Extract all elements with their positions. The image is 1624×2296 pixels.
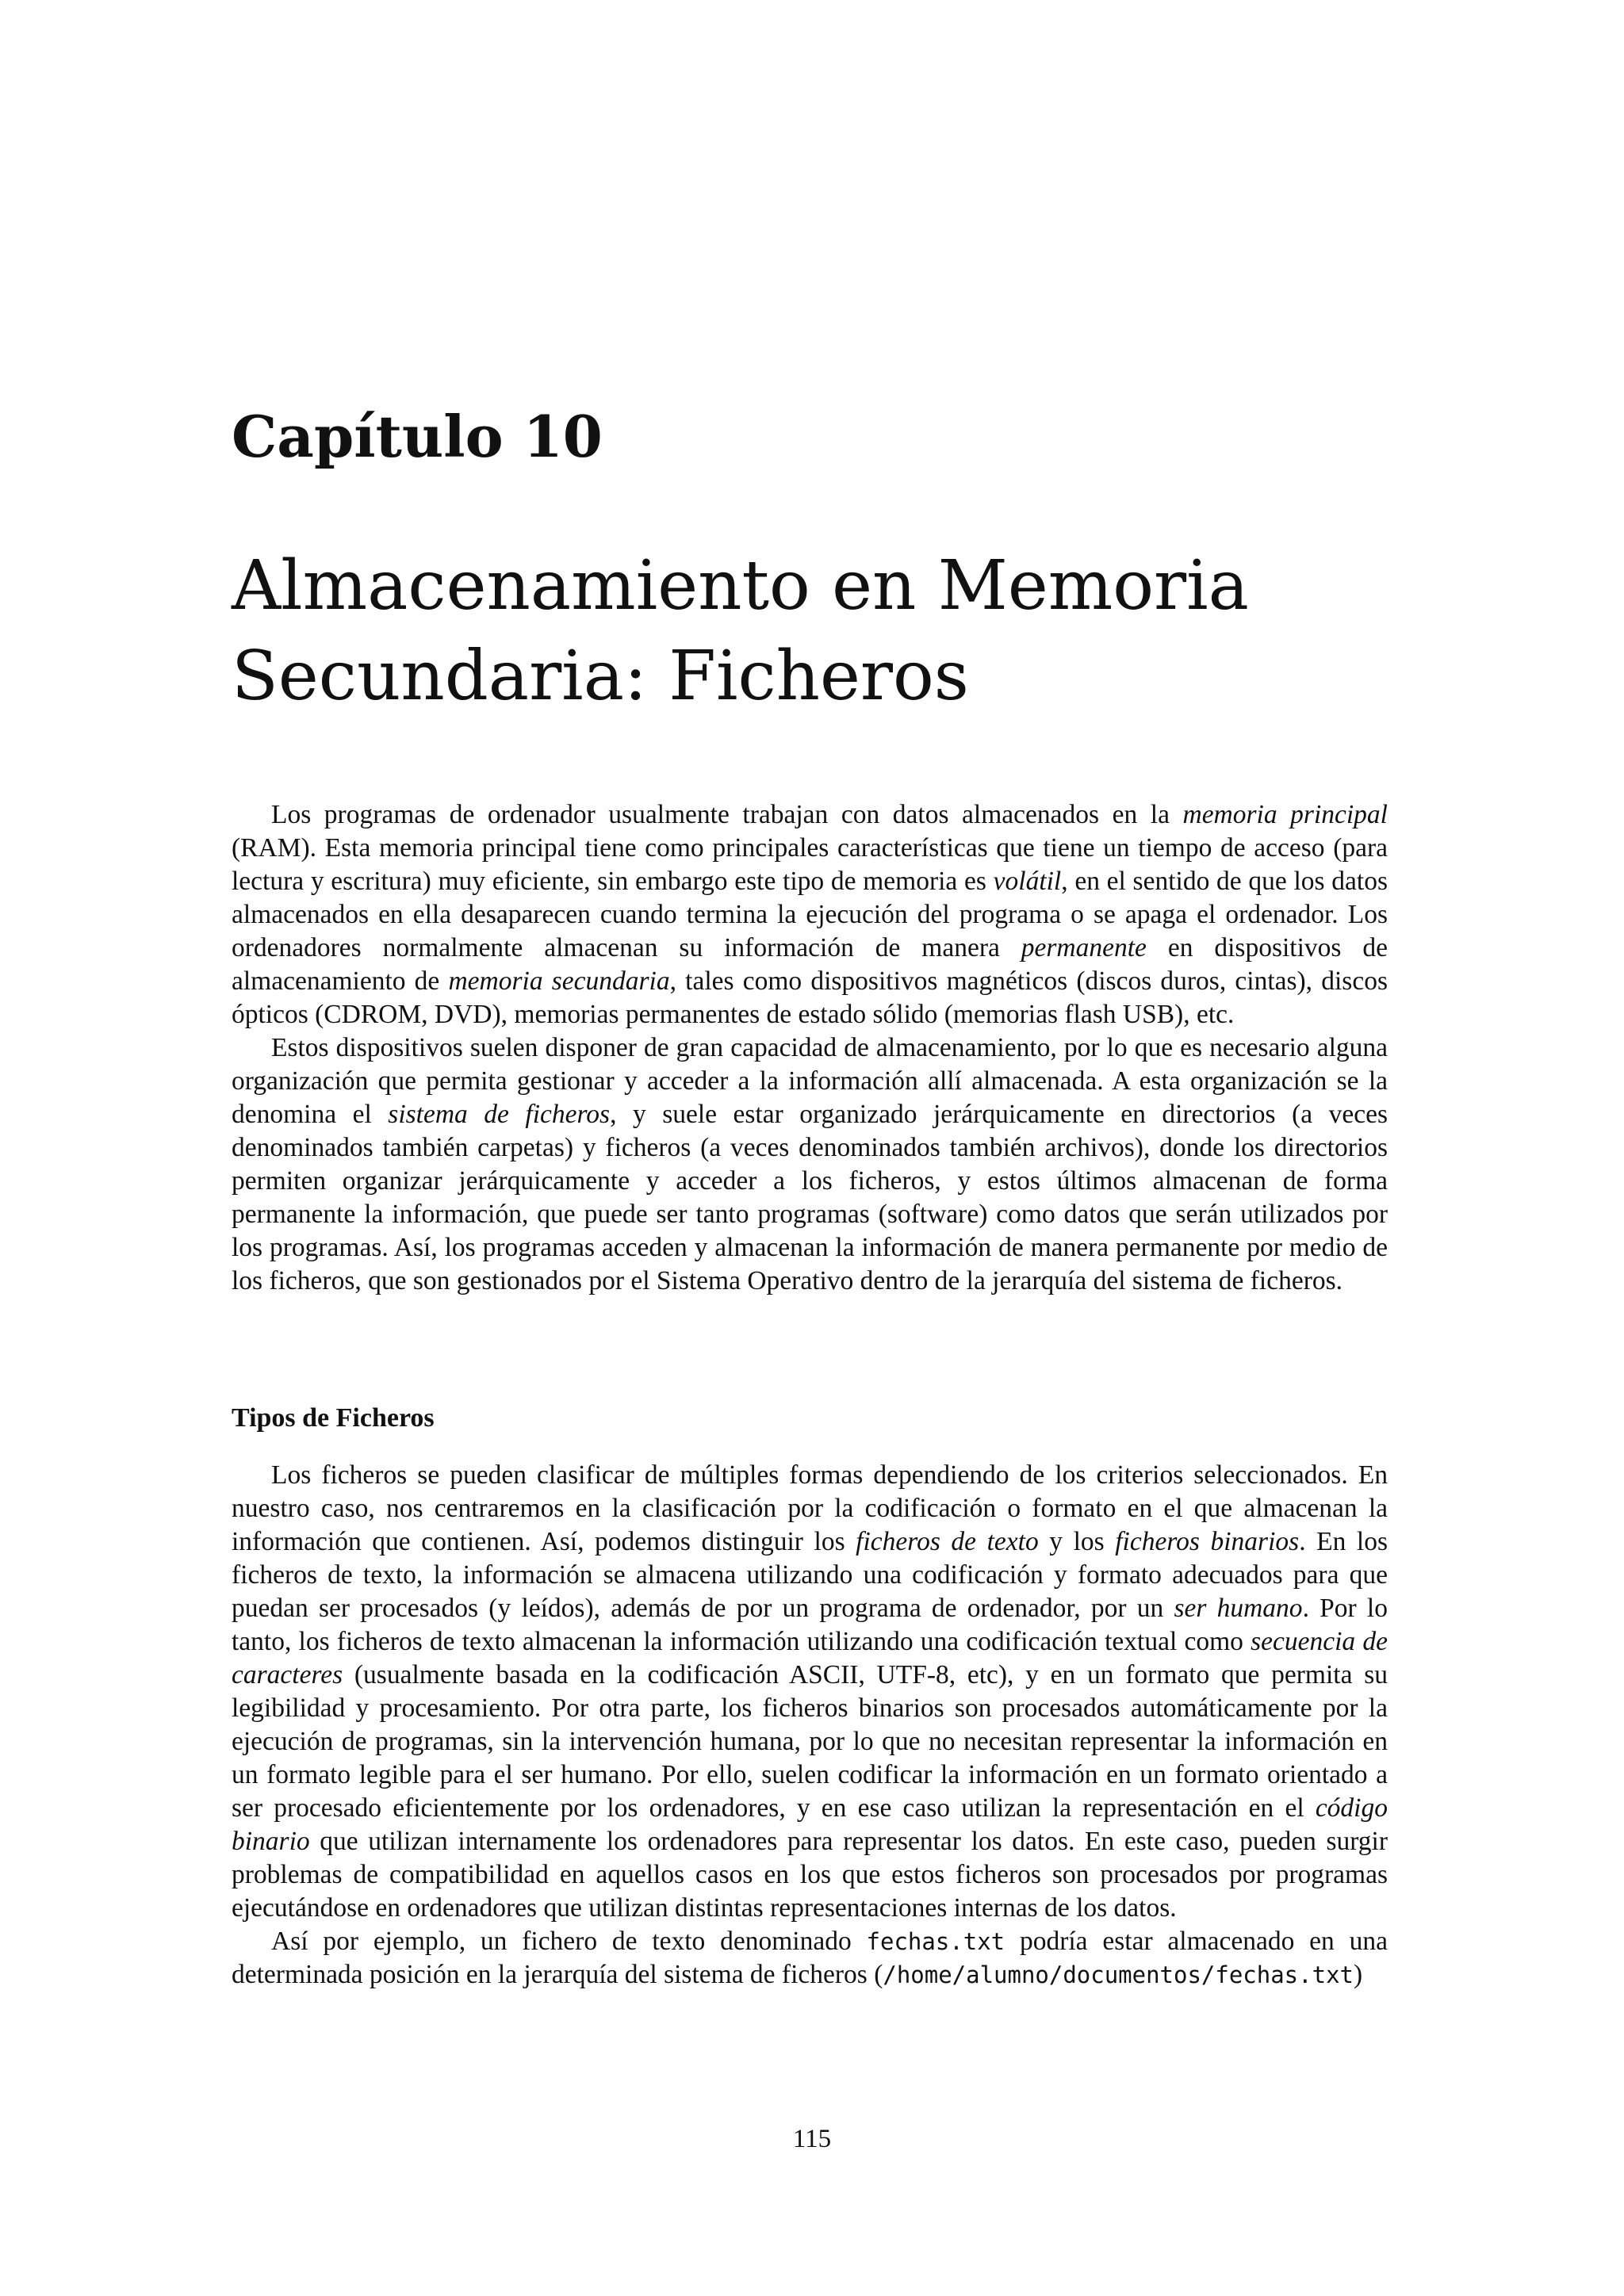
emphasis-ficheros-de-texto: ficheros de texto <box>856 1527 1039 1556</box>
intro-section <box>232 798 1388 1298</box>
chapter-title-line-2: Secundaria: Ficheros <box>232 637 969 716</box>
emphasis-ficheros-binarios: ficheros binarios <box>1115 1527 1300 1556</box>
chapter-title-line-1: Almacenamiento en Memoria <box>232 546 1249 626</box>
emphasis-codigo-binario: código binario <box>232 1793 1388 1856</box>
chapter-label: Capítulo 10 <box>232 403 603 470</box>
tipos-section <box>232 1459 1388 1992</box>
emphasis-volatil: volátil <box>993 867 1062 896</box>
code-filename: fechas.txt <box>866 1928 1005 1955</box>
emphasis-permanente: permanente <box>1021 933 1147 962</box>
tipos-paragraph-1: Los ficheros se pueden clasificar de múltiples formas dependiendo de los criterios seleccionados. En nuestro caso, nos centraremos en la clasificación por la codificación o formato en el que almacenan la información que contienen. Así, podemos distinguir los ficheros de texto y los ficheros binarios. En los ficheros de texto, la información se almacena utilizando una codificación y formato adecuados para que puedan ser procesados (y leídos), además de por un programa de ordenador, por un ser humano. Por lo tanto, los ficheros de texto almacenan la información utilizando una codificación textual como secuencia de caracteres (usualmente basada en la codificación ASCII, UTF-8, etc), y en un formato que permita su legibilidad y procesamiento. Por otra parte, los ficheros binarios son procesados automáticamente por la ejecución de programas, sin la intervención humana, por lo que no necesitan representar la información en un formato legible para el ser humano. Por ello, suelen codificar la información en un formato orientado a ser procesado eficientemente por los ordenadores, y en ese caso utilizan la representación en el código binario que utilizan internamente los ordenadores para representar los datos. En este caso, pueden surgir problemas de compatibilidad en aquellos casos en los que estos ficheros son procesados por programas ejecutándose en ordenadores que utilizan distintas representaciones internas de los datos. <box>232 1460 1388 1923</box>
tipos-paragraph-2: Así por ejemplo, un fichero de texto denominado fechas.txt podría estar almacenado en una determinada posición en la jerarquía del sistema de ficheros (/home/alumno/documentos/fechas.txt) <box>232 1927 1388 1989</box>
emphasis-secuencia-de-caracteres: secuencia de caracteres <box>232 1627 1388 1689</box>
emphasis-sistema-de-ficheros: sistema de ficheros <box>388 1100 611 1129</box>
page-number: 115 <box>792 2125 832 2153</box>
emphasis-ser-humano: ser humano <box>1174 1594 1303 1623</box>
chapter-title <box>232 541 1421 721</box>
emphasis-memoria-principal: memoria principal <box>1182 800 1388 829</box>
intro-paragraph-2: Estos dispositivos suelen disponer de gran capacidad de almacenamiento, por lo que es necesario alguna organización que permita gestionar y acceder a la información allí almacenada. A esta organización se la denomina el sistema de ficheros, y suele estar organizado jerárquicamente en directorios (a veces denominados también carpetas) y ficheros (a veces denominados también archivos), donde los directorios permiten organizar jerárquicamente y acceder a los ficheros, y estos últimos almacenan de forma permanente la información, que puede ser tanto programas (software) como datos que serán utilizados por los programas. Así, los programas acceden y almacenan la información de manera permanente por medio de los ficheros, que son gestionados por el Sistema Operativo dentro de la jerarquía del sistema de ficheros. <box>232 1033 1388 1295</box>
emphasis-memoria-secundaria: memoria secundaria <box>448 966 670 996</box>
intro-paragraph-1: Los programas de ordenador usualmente trabajan con datos almacenados en la memoria principal (RAM). Esta memoria principal tiene como principales características que tiene un tiempo de acceso (para lectura y escritura) muy eficiente, sin embargo este tipo de memoria es volátil, en el sentido de que los datos almacenados en ella desaparecen cuando termina la ejecución del programa o se apaga el ordenador. Los ordenadores normalmente almacenan su información de manera permanente en dispositivos de almacenamiento de memoria secundaria, tales como dispositivos magnéticos (discos duros, cintas), discos ópticos (CDROM, DVD), memorias permanentes de estado sólido (memorias flash USB), etc. <box>232 800 1388 1029</box>
section-heading-tipos-de-ficheros: Tipos de Ficheros <box>232 1403 435 1433</box>
code-filepath: /home/alumno/documentos/fechas.txt <box>883 1961 1354 1988</box>
